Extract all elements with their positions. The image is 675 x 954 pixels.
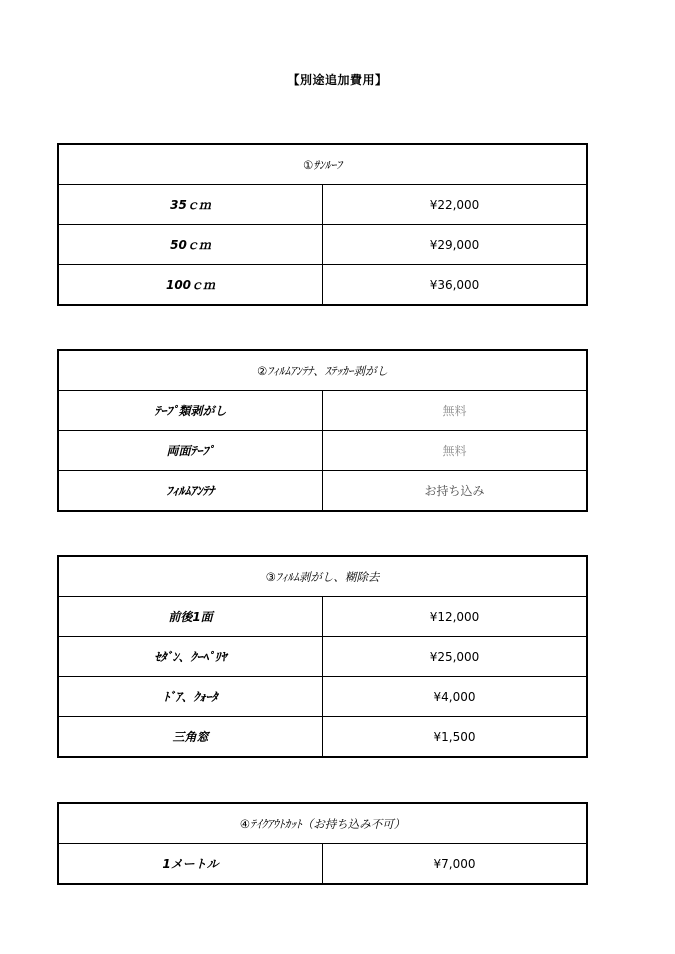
row-price: ¥7,000	[323, 844, 588, 885]
row-label: ﾃｰﾌﾟ類剥がし	[58, 391, 323, 431]
section-header: ②ﾌｨﾙﾑｱﾝﾃﾅ、ｽﾃｯｶｰ剥がし	[58, 350, 587, 391]
table-row	[58, 717, 587, 758]
row-price: 無料	[323, 431, 588, 471]
takeout-cut-table	[57, 802, 588, 885]
section-header: ③ﾌｨﾙﾑ剥がし、糊除去	[58, 556, 587, 597]
table-header-row	[58, 144, 587, 185]
row-label: 三角窓	[58, 717, 323, 758]
row-price: ¥36,000	[323, 265, 588, 306]
table-row	[58, 597, 587, 637]
row-label: 50ｃｍ	[58, 225, 323, 265]
table-row	[58, 225, 587, 265]
row-price: ¥22,000	[323, 185, 588, 225]
row-label: 両面ﾃｰﾌﾟ	[58, 431, 323, 471]
table-header-row	[58, 803, 587, 844]
row-label: 前後1面	[58, 597, 323, 637]
film-removal-table	[57, 555, 588, 758]
sunroof-price-table	[57, 143, 588, 306]
row-label: 1メートル	[58, 844, 323, 885]
row-price: ¥12,000	[323, 597, 588, 637]
table-row	[58, 391, 587, 431]
section-header: ①ｻﾝﾙｰﾌ	[58, 144, 587, 185]
row-price: ¥4,000	[323, 677, 588, 717]
table-header-row	[58, 350, 587, 391]
row-label: 100ｃｍ	[58, 265, 323, 306]
section-header: ④ﾃｲｸｱｳﾄｶｯﾄ（お持ち込み不可）	[58, 803, 587, 844]
table-row	[58, 844, 587, 885]
row-label: ﾄﾞｱ、ｸｫｰﾀ	[58, 677, 323, 717]
row-label: 35ｃｍ	[58, 185, 323, 225]
table-row	[58, 677, 587, 717]
row-label: ﾌｨﾙﾑｱﾝﾃﾅ	[58, 471, 323, 512]
row-price: ¥1,500	[323, 717, 588, 758]
row-price: 無料	[323, 391, 588, 431]
table-row	[58, 471, 587, 512]
table-row	[58, 265, 587, 306]
row-price: お持ち込み	[323, 471, 588, 512]
table-header-row	[58, 556, 587, 597]
antenna-sticker-removal-table	[57, 349, 588, 512]
table-row	[58, 637, 587, 677]
table-row	[58, 185, 587, 225]
row-price: ¥29,000	[323, 225, 588, 265]
row-price: ¥25,000	[323, 637, 588, 677]
row-label: ｾﾀﾞﾝ、ｸｰﾍﾟﾘﾔ	[58, 637, 323, 677]
table-row	[58, 431, 587, 471]
page-title: 【別途追加費用】	[287, 73, 388, 87]
